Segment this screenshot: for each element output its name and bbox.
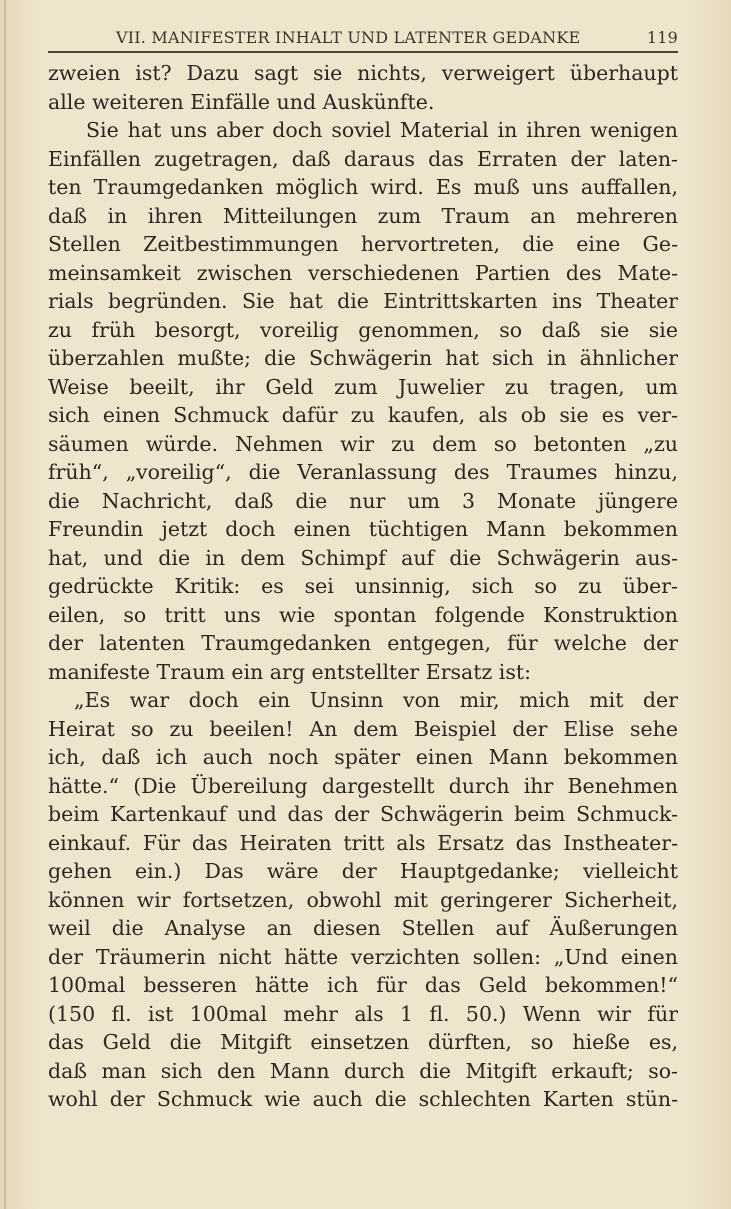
running-header — [48, 26, 678, 50]
text-line: der latenten Traumgedanken entgegen, für welche der — [48, 631, 678, 655]
page-body-text — [48, 59, 678, 1114]
text-line: eilen, so tritt uns wie spontan folgende Konstruktion — [48, 602, 678, 627]
text-line: „Es war doch ein Unsinn von mir, mich mit der — [74, 688, 678, 712]
text-line: Sie hat uns aber doch soviel Material in ihren wenigen — [86, 118, 678, 142]
text-line: daß in ihren Mitteilungen zum Traum an mehreren — [48, 203, 678, 228]
text-line: säumen würde. Nehmen wir zu dem so betonten „zu — [48, 431, 678, 456]
text-line: können wir fortsetzen, obwohl mit geringerer Sicherheit, — [48, 887, 678, 912]
text-line: manifeste Traum ein arg entstellter Ersatz ist: — [48, 659, 532, 684]
text-line: überzahlen mußte; die Schwägerin hat sich in ähnlicher — [48, 346, 678, 370]
text-line: hat, und die in dem Schimpf auf die Schwägerin aus- — [48, 545, 678, 570]
text-line: Weise beeilt, ihr Geld zum Juwelier zu tragen, um — [48, 374, 678, 399]
text-line: daß man sich den Mann durch die Mitgift erkauft; so- — [48, 1058, 678, 1083]
text-line: Stellen Zeitbestimmungen hervortreten, die eine Ge- — [48, 232, 678, 256]
text-line: weil die Analyse an diesen Stellen auf Äußerungen — [48, 916, 678, 940]
page-number: 119 — [646, 28, 678, 47]
text-line: die Nachricht, daß die nur um 3 Monate jüngere — [48, 488, 678, 513]
text-line: der Träumerin nicht hätte verzichten sollen: „Und einen — [48, 944, 678, 969]
text-line: Einfällen zugetragen, daß daraus das Erraten der laten- — [48, 146, 678, 171]
text-line: gedrückte Kritik: es sei unsinnig, sich so zu über- — [48, 574, 678, 598]
text-line: meinsamkeit zwischen verschiedenen Partien des Mate- — [48, 260, 678, 285]
text-line: zu früh besorgt, voreilig genommen, so daß sie sie — [48, 317, 678, 342]
header-rule — [48, 51, 678, 53]
text-line: beim Kartenkauf und das der Schwägerin beim Schmuck- — [48, 802, 678, 826]
text-line: ich, daß ich auch noch später einen Mann bekommen — [48, 745, 678, 769]
text-line: hätte.“ (Die Übereilung dargestellt durch ihr Benehmen — [48, 773, 678, 798]
text-line: das Geld die Mitgift einsetzen dürften, so hieße es, — [48, 1030, 678, 1054]
text-line: ten Traumgedanken möglich wird. Es muß uns auffallen, — [48, 175, 678, 199]
text-line: rials begründen. Sie hat die Eintrittskarten ins Theater — [48, 289, 678, 313]
text-line: (150 fl. ist 100mal mehr als 1 fl. 50.) Wenn wir für — [48, 1001, 678, 1026]
text-line: einkauf. Für das Heiraten tritt als Ersatz das Instheater- — [48, 830, 678, 855]
text-line: zweien ist? Dazu sagt sie nichts, verweigert überhaupt — [48, 61, 678, 85]
text-line: 100mal besseren hätte ich für das Geld bekommen!“ — [48, 973, 678, 997]
text-line: Freundin jetzt doch einen tüchtigen Mann bekommen — [48, 517, 678, 541]
text-line: gehen ein.) Das wäre der Hauptgedanke; vielleicht — [48, 859, 678, 883]
text-line: früh“, „voreilig“, die Veranlassung des Traumes hinzu, — [48, 460, 678, 484]
text-line: Heirat so zu beeilen! An dem Beispiel der Elise sehe — [48, 716, 678, 741]
binding-gutter — [4, 0, 6, 1209]
text-line: sich einen Schmuck dafür zu kaufen, als ob sie es ver- — [48, 403, 678, 427]
chapter-title: VII. MANIFESTER INHALT UND LATENTER GEDANKE — [116, 28, 581, 47]
text-line: alle weiteren Einfälle und Auskünfte. — [48, 89, 435, 114]
text-line: wohl der Schmuck wie auch die schlechten Karten stün- — [48, 1087, 678, 1111]
